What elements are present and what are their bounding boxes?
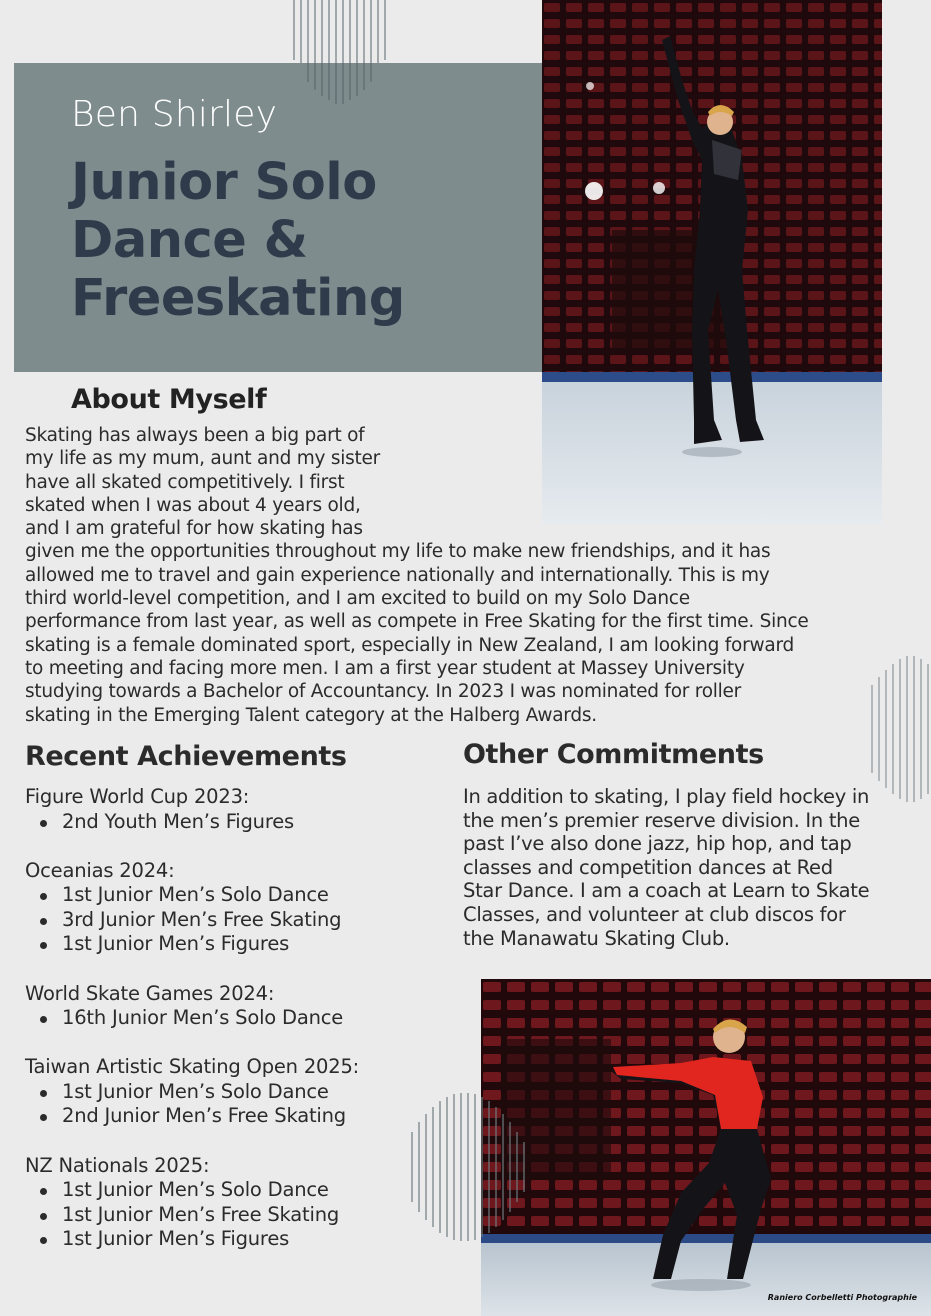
other-line: In addition to skating, I play field hockey in [463,785,870,808]
achievement-group [25,982,455,1031]
about-heading: About Myself [71,384,267,415]
about-line: have all skated competitively. I first [25,471,345,493]
other-line: Star Dance. I am a coach at Learn to Skate [463,879,870,903]
about-line: to meeting and facing more men. I am a first year student at Massey University [25,657,745,679]
achievement-item: 1st Junior Men’s Solo Dance [25,1178,455,1203]
other-line: Classes, and volunteer at club discos for [463,902,846,926]
title-line: Junior Solo [71,153,377,212]
about-line: performance from last year, as well as compete in Free Skating for the first time. Since [25,611,809,633]
event-name: Taiwan Artistic Skating Open 2025: [25,1055,360,1079]
other-commitments-paragraph [463,785,869,950]
photo-credit: Raniero Corbelletti Photographie [767,1293,917,1302]
about-line: Skating has always been a big part of [25,425,365,446]
about-line: my life as my mum, aunt and my sister [25,448,381,470]
other-line: classes and competition dances at Red [463,855,833,879]
achievement-item: 16th Junior Men’s Solo Dance [25,1006,455,1031]
about-line: skating is a female dominated sport, especially in New Zealand, I am looking forward [25,634,794,656]
achievement-item: 1st Junior Men’s Free Skating [25,1203,455,1228]
event-name: Figure World Cup 2023: [25,785,250,808]
achievements-list [25,785,455,1276]
about-line: skated when I was about 4 years old, [25,494,361,516]
skater-red-costume-photo [481,979,931,1316]
about-line: studying towards a Bachelor of Accountancy. In 2023 I was nominated for roller [25,681,742,703]
other-commitments-heading: Other Commitments [463,739,764,770]
about-line: allowed me to travel and gain experience nationally and internationally. This is my [25,564,770,586]
about-line: and I am grateful for how skating has [25,518,363,540]
athlete-name: Ben Shirley [71,94,278,135]
other-line: past I’ve also done jazz, hip hop, and tap [463,832,852,856]
about-line: skating in the Emerging Talent category at the Halberg Awards. [25,704,597,726]
achievement-item: 2nd Youth Men’s Figures [25,810,455,835]
event-name: Oceanias 2024: [25,858,175,882]
achievement-item: 1st Junior Men’s Solo Dance [25,1080,455,1105]
about-line: given me the opportunities throughout my life to make new friendships, and it has [25,541,771,563]
title-line: Freeskating [71,269,405,328]
achievement-item: 1st Junior Men’s Solo Dance [25,883,455,908]
achievement-item: 1st Junior Men’s Figures [25,932,455,957]
event-name: NZ Nationals 2025: [25,1153,210,1177]
achievement-group [25,859,455,957]
achievement-item: 1st Junior Men’s Figures [25,1227,455,1252]
achievement-item: 2nd Junior Men’s Free Skating [25,1104,455,1129]
title-line: Dance & [71,211,308,270]
stripe-decoration-right [868,655,931,803]
other-line: the Manawatu Skating Club. [463,926,730,950]
achievement-item: 3rd Junior Men’s Free Skating [25,908,455,933]
other-line: the men’s premier reserve division. In the [463,808,860,832]
about-line: third world-level competition, and I am excited to build on my Solo Dance [25,588,690,610]
about-paragraph [25,424,809,727]
event-name: World Skate Games 2024: [25,981,275,1005]
achievement-group [25,785,455,834]
achievements-heading: Recent Achievements [25,741,347,772]
achievement-group [25,1055,455,1129]
page-title [71,154,541,328]
achievement-group [25,1154,455,1252]
